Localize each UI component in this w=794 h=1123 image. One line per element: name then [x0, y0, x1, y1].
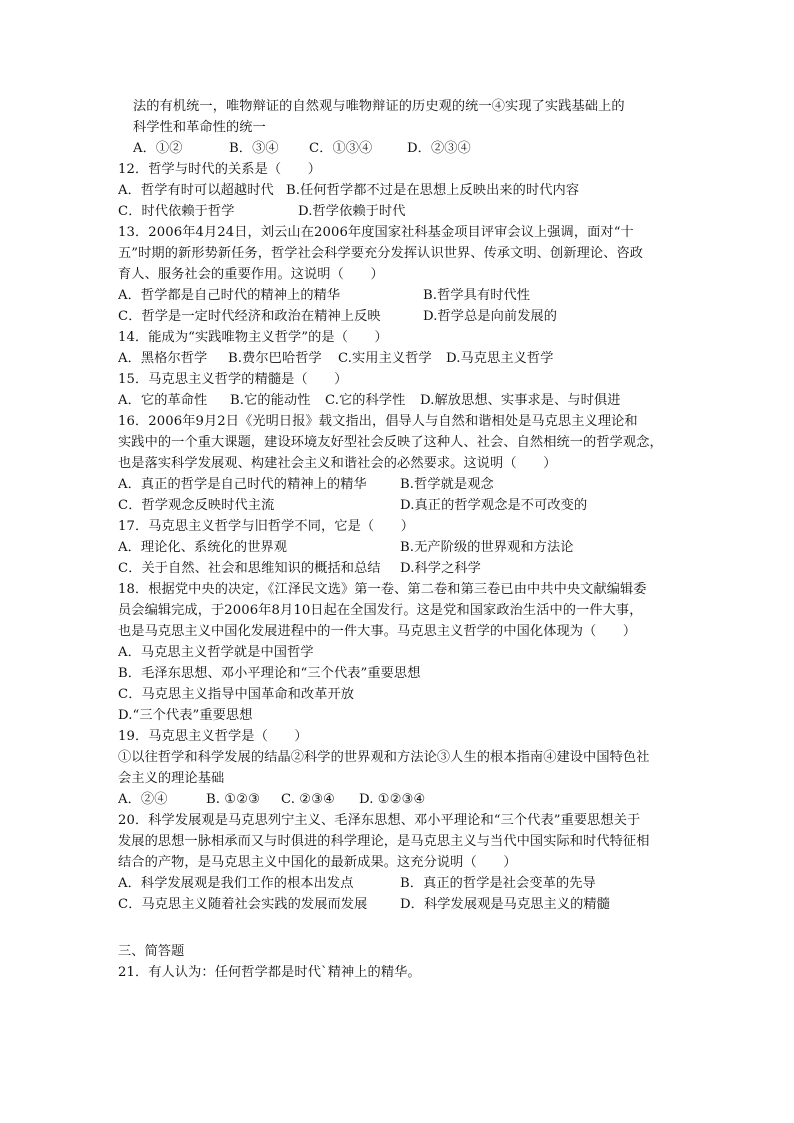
answer-option: C．①③④ — [309, 141, 373, 156]
answer-option: B.无产阶级的世界观和方法论 — [400, 540, 574, 555]
text-line — [118, 180, 688, 201]
text-line: 14．能成为“实践唯物主义哲学”的是（ ） — [118, 330, 388, 345]
text-line: 12．哲学与时代的关系是（ ） — [118, 162, 322, 177]
answer-option: B．真正的哲学是社会变革的先导 — [400, 876, 596, 891]
text-line: 发展的思想一脉相承而又与时俱进的科学理论，是马克思主义与当代中国实际和时代特征相 — [118, 834, 650, 849]
answer-option: D．科学发展观是马克思主义的精髓 — [400, 897, 610, 912]
answer-option: C．时代依赖于哲学 — [118, 204, 235, 219]
text-line — [118, 537, 688, 558]
answer-option: C. ②③④ — [281, 792, 336, 807]
text-line: 19．马克思主义哲学是（ ） — [118, 729, 308, 744]
text-line: 实践中的一个重大课题，建设环境友好型社会反映了这种人、社会、自然相统一的哲学观念， — [118, 435, 663, 450]
text-line — [118, 474, 688, 495]
answer-option: C.它的科学性 — [325, 393, 406, 408]
answer-option: A．真正的哲学是自己时代的精神上的精华 — [118, 477, 367, 492]
answer-option: D. ①②③④ — [359, 792, 426, 807]
answer-option: D．②③④ — [407, 141, 471, 156]
text-line: 三、简答题 — [118, 944, 185, 959]
answer-option: B.哲学具有时代性 — [423, 288, 531, 303]
text-line: 科学性和革命性的统一 — [133, 120, 266, 135]
text-line — [118, 390, 688, 411]
answer-option: C．马克思主义随着社会实践的发展而发展 — [118, 897, 368, 912]
answer-option: D.马克思主义哲学 — [446, 351, 554, 366]
answer-option: C．哲学是一定时代经济和政治在精神上反映 — [118, 309, 381, 324]
text-line: D.“三个代表”重要思想 — [118, 708, 253, 723]
text-line — [118, 789, 688, 810]
question-text-block — [118, 96, 688, 983]
text-line — [118, 894, 688, 915]
answer-option: C．哲学观念反映时代主流 — [118, 498, 275, 513]
text-line — [118, 138, 688, 159]
text-line: 员会编辑完成，于2006年8月10日起在全国发行。这是党和国家政治生活中的一件大事， — [118, 603, 643, 618]
answer-option: C.实用主义哲学 — [338, 351, 432, 366]
text-line: 也是落实科学发展观、构建社会主义和谐社会的必然要求。这说明（ ） — [118, 456, 557, 471]
answer-option: B.它的能动性 — [230, 393, 311, 408]
text-line: C．马克思主义指导中国革命和改革开放 — [118, 687, 355, 702]
answer-option: D.真正的哲学观念是不可改变的 — [400, 498, 588, 513]
text-line: A．马克思主义哲学就是中国哲学 — [118, 645, 314, 660]
answer-option: A．哲学有时可以超越时代 — [118, 183, 274, 198]
answer-option: C．关于自然、社会和思维知识的概括和总结 — [118, 561, 381, 576]
text-line: 13．2006年4月24日，刘云山在2006年度国家社科基金项目评审会议上强调，面对“十 — [118, 225, 634, 240]
text-line: 17．马克思主义哲学与旧哲学不同，它是（ ） — [118, 519, 415, 534]
text-line: 五”时期的新形势新任务，哲学社会科学要充分发挥认识世界、传承文明、创新理论、咨政 — [118, 246, 644, 261]
answer-option: A．它的革命性 — [118, 393, 208, 408]
text-line — [118, 348, 688, 369]
answer-option: B.费尔巴哈哲学 — [228, 351, 322, 366]
text-line: 16．2006年9月2日《光明日报》载文指出，倡导人与自然和谐相处是马克思主义理论和 — [118, 414, 638, 429]
text-line: 育人、服务社会的重要作用。这说明（ ） — [118, 267, 384, 282]
answer-option: D.解放思想、实事求是、与时俱进 — [420, 393, 621, 408]
answer-option: A．②④ — [118, 792, 168, 807]
text-line: 20．科学发展观是马克思列宁主义、毛泽东思想、邓小平理论和“三个代表”重要思想关于 — [118, 813, 641, 828]
text-line: B．毛泽东思想、邓小平理论和“三个代表”重要思想 — [118, 666, 421, 681]
answer-option: B. ①②③ — [206, 792, 261, 807]
answer-option: A．哲学都是自己时代的精神上的精华 — [118, 288, 341, 303]
text-line: 15．马克思主义哲学的精髓是（ ） — [118, 372, 348, 387]
text-line: 21．有人认为：任何哲学都是时代`精神上的精华。 — [118, 965, 421, 980]
text-line — [118, 306, 688, 327]
answer-option: D.科学之科学 — [400, 561, 481, 576]
text-line: ①以往哲学和科学发展的结晶②科学的世界观和方法论③人生的根本指南④建设中国特色社 — [118, 750, 650, 765]
answer-option: B．③④ — [229, 141, 279, 156]
text-line: 也是马克思主义中国化发展进程中的一件大事。马克思主义哲学的中国化体现为（ ） — [118, 624, 637, 639]
text-line: 法的有机统一，唯物辩证的自然观与唯物辩证的历史观的统一④实现了实践基础上的 — [133, 99, 625, 114]
answer-option: A．科学发展观是我们工作的根本出发点 — [118, 876, 354, 891]
answer-option: A．①② — [133, 141, 183, 156]
answer-option: B.任何哲学都不过是在思想上反映出来的时代内容 — [286, 183, 580, 198]
text-line — [118, 201, 688, 222]
answer-option: B.哲学就是观念 — [400, 477, 494, 492]
text-line — [118, 495, 688, 516]
answer-option: D.哲学依赖于时代 — [298, 204, 406, 219]
text-line: 结合的产物，是马克思主义中国化的最新成果。这充分说明（ ） — [118, 855, 517, 870]
text-line — [118, 558, 688, 579]
answer-option: A．黑格尔哲学 — [118, 351, 208, 366]
section-gap — [118, 915, 688, 941]
text-line: 会主义的理论基础 — [118, 771, 225, 786]
text-line: 18．根据党中央的决定，《江泽民文选》第一卷、第二卷和第三卷已由中共中央文献编辑委 — [118, 582, 647, 597]
text-line — [118, 285, 688, 306]
answer-option: A．理论化、系统化的世界观 — [118, 540, 288, 555]
answer-option: D.哲学总是向前发展的 — [423, 309, 558, 324]
text-line — [118, 873, 688, 894]
